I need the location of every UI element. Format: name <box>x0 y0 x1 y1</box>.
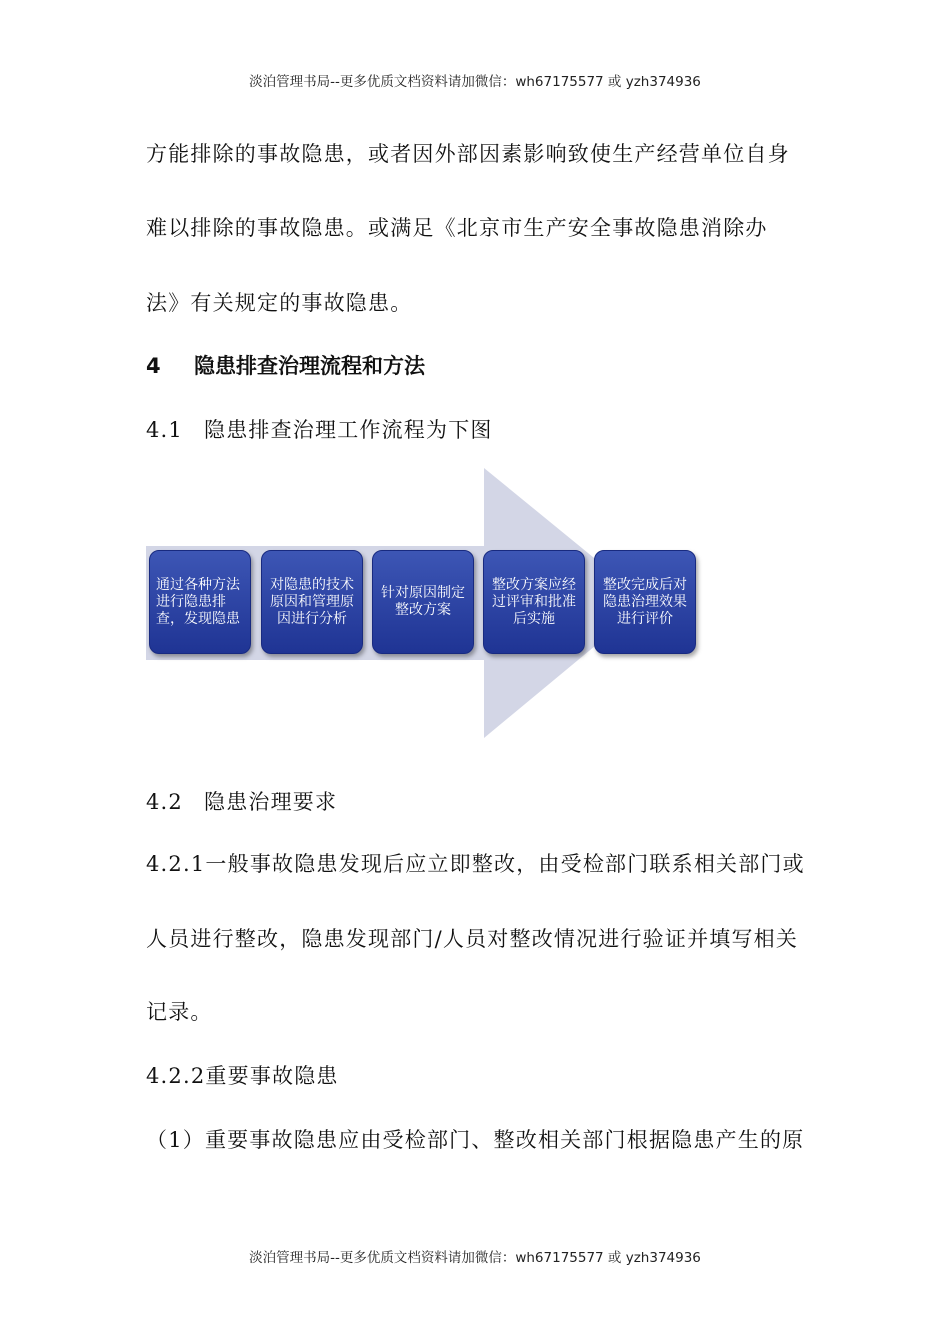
paragraph-line: 记录。 <box>146 1000 213 1024</box>
subsection-heading-4-1 <box>146 414 806 444</box>
flow-step-3: 针对原因制定整改方案 <box>372 550 474 654</box>
section-number: 4 <box>146 354 161 378</box>
flow-step-1: 通过各种方法进行隐患排查，发现隐患 <box>149 550 251 654</box>
page-footer: 淡泊管理书局--更多优质文档资料请加微信：wh67175577 或 yzh374936 <box>249 1250 701 1266</box>
subsection-number: 4.2 <box>146 790 183 814</box>
subsection-heading-4-2-2: 4.2.2重要事故隐患 <box>146 1064 339 1088</box>
subsection-title: 隐患治理要求 <box>204 790 338 814</box>
paragraph-line: 难以排除的事故隐患。或满足《北京市生产安全事故隐患消除办 <box>146 216 768 240</box>
section-title: 隐患排查治理流程和方法 <box>194 354 425 378</box>
flow-step-5: 整改完成后对隐患治理效果进行评价 <box>594 550 696 654</box>
process-flow-diagram <box>146 468 706 740</box>
page-header: 淡泊管理书局--更多优质文档资料请加微信：wh67175577 或 yzh374936 <box>249 74 701 90</box>
paragraph-line: （1）重要事故隐患应由受检部门、整改相关部门根据隐患产生的原 <box>146 1128 805 1152</box>
subsection-heading-4-2 <box>146 786 806 816</box>
paragraph-line: 4.2.1一般事故隐患发现后应立即整改，由受检部门联系相关部门或 <box>146 852 805 876</box>
flow-step-4: 整改方案应经过评审和批准后实施 <box>483 550 585 654</box>
flow-step-2: 对隐患的技术原因和管理原因进行分析 <box>261 550 363 654</box>
subsection-number: 4.1 <box>146 418 183 442</box>
paragraph-line: 法》有关规定的事故隐患。 <box>146 291 413 315</box>
paragraph-line: 人员进行整改，隐患发现部门/人员对整改情况进行验证并填写相关 <box>146 927 799 951</box>
subsection-title: 隐患排查治理工作流程为下图 <box>204 418 493 442</box>
paragraph-line: 方能排除的事故隐患，或者因外部因素影响致使生产经营单位自身 <box>146 142 790 166</box>
section-heading-4 <box>146 350 425 380</box>
